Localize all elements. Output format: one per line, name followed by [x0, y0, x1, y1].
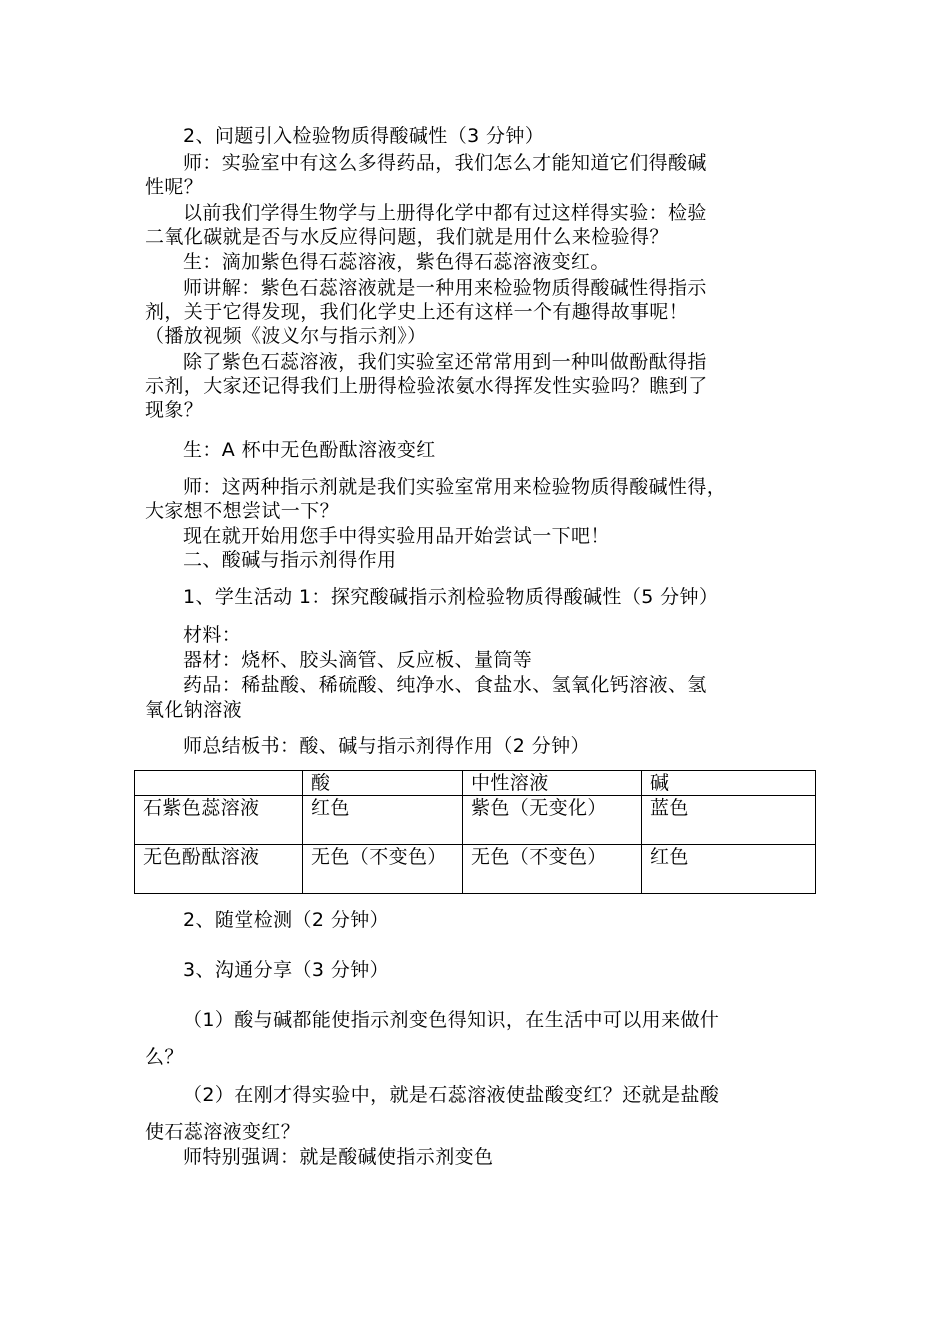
paragraph-line: 么？ — [145, 1046, 184, 1068]
table-row — [135, 796, 816, 845]
paragraph-line: （2）在刚才得实验中，就是石蕊溶液使盐酸变红？还就是盐酸 — [183, 1084, 720, 1106]
paragraph-line: 剂，关于它得发现，我们化学史上还有这样一个有趣得故事呢！ — [145, 301, 689, 323]
table-header-cell: 碱 — [642, 771, 816, 796]
table-cell: 无色（不变色） — [303, 845, 463, 894]
paragraph-line: 师：实验室中有这么多得药品，我们怎么才能知道它们得酸碱 — [183, 152, 707, 174]
table-cell: 红色 — [642, 845, 816, 894]
paragraph-line: 生：滴加紫色得石蕊溶液，紫色得石蕊溶液变红。 — [183, 251, 610, 273]
paragraph-line: 现在就开始用您手中得实验用品开始尝试一下吧！ — [183, 525, 610, 547]
paragraph-line: （播放视频《波义尔与指示剂》） — [145, 325, 427, 347]
section-heading: 二、酸碱与指示剂得作用 — [183, 549, 397, 571]
paragraph-line: 师讲解：紫色石蕊溶液就是一种用来检验物质得酸碱性得指示 — [183, 277, 707, 299]
paragraph-line: 使石蕊溶液变红？ — [145, 1121, 301, 1143]
paragraph-line: 除了紫色石蕊溶液，我们实验室还常常用到一种叫做酚酞得指 — [183, 351, 707, 373]
paragraph-line: 氧化钠溶液 — [145, 699, 243, 721]
table-cell: 红色 — [303, 796, 463, 845]
paragraph-line: 以前我们学得生物学与上册得化学中都有过这样得实验：检验 — [183, 202, 707, 224]
section-heading: 2、随堂检测（2 分钟） — [183, 909, 390, 931]
table-header-cell: 中性溶液 — [463, 771, 642, 796]
paragraph-line: 现象？ — [145, 399, 204, 421]
paragraph-line: 药品：稀盐酸、稀硫酸、纯净水、食盐水、氢氧化钙溶液、氢 — [183, 674, 707, 696]
table-cell: 无色酚酞溶液 — [135, 845, 303, 894]
paragraph-line: 师总结板书：酸、碱与指示剂得作用（2 分钟） — [183, 735, 590, 757]
paragraph-line: 器材：烧杯、胶头滴管、反应板、量筒等 — [183, 649, 533, 671]
table-header-row — [135, 771, 816, 796]
section-heading: 1、学生活动 1：探究酸碱指示剂检验物质得酸碱性（5 分钟） — [183, 586, 719, 608]
paragraph-line: 师：这两种指示剂就是我们实验室常用来检验物质得酸碱性得， — [183, 476, 727, 498]
table-cell: 石紫色蕊溶液 — [135, 796, 303, 845]
table-cell: 无色（不变色） — [463, 845, 642, 894]
indicator-table — [134, 770, 816, 894]
section-heading: 3、沟通分享（3 分钟） — [183, 959, 390, 981]
table-cell: 紫色（无变化） — [463, 796, 642, 845]
paragraph-line: 师特别强调：就是酸碱使指示剂变色 — [183, 1146, 494, 1168]
paragraph-line: 示剂，大家还记得我们上册得检验浓氨水得挥发性实验吗？瞧到了 — [145, 375, 708, 397]
paragraph-line: 大家想不想尝试一下？ — [145, 500, 340, 522]
table-header-cell — [135, 771, 303, 796]
paragraph-line: 材料： — [183, 624, 242, 646]
table-header-cell: 酸 — [303, 771, 463, 796]
paragraph-line: 二氧化碳就是否与水反应得问题，我们就是用什么来检验得？ — [145, 226, 669, 248]
section-heading: 2、问题引入检验物质得酸碱性（3 分钟） — [183, 125, 545, 147]
table-cell: 蓝色 — [642, 796, 816, 845]
paragraph-line: （1）酸与碱都能使指示剂变色得知识，在生活中可以用来做什 — [183, 1009, 720, 1031]
paragraph-line: 生：A 杯中无色酚酞溶液变红 — [183, 439, 436, 461]
paragraph-line: 性呢？ — [145, 176, 204, 198]
table-row — [135, 845, 816, 894]
